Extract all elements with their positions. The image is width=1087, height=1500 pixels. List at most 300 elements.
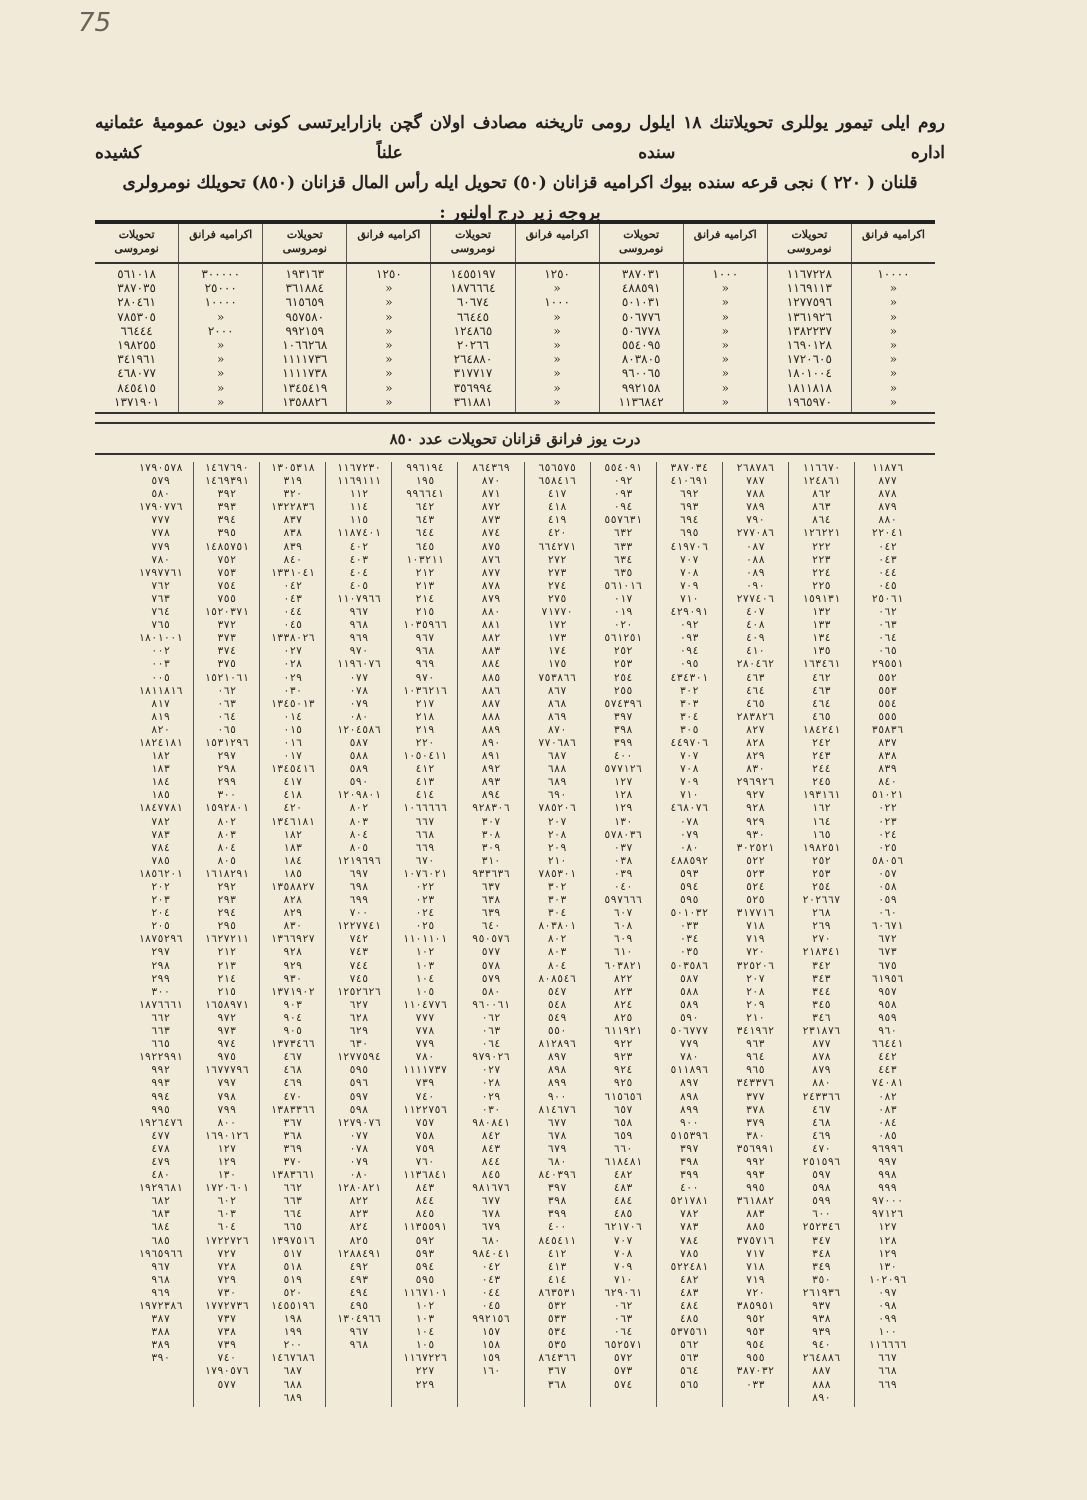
prize-table-cell: »: [721, 366, 729, 381]
number-grid-cell: ٧٨٥: [151, 854, 171, 867]
number-grid-cell: ١٢٧٩٠٧٦: [336, 1116, 381, 1129]
prize-table-cell: ٩٦٠٠٦٥: [621, 366, 661, 381]
number-grid-cell: ٠٨٠: [349, 1169, 369, 1182]
number-grid-cell: ٠٦٣: [481, 1025, 501, 1038]
number-grid-cell: ٤٨٣: [679, 1286, 699, 1299]
number-grid-cell: ٠٤٠: [613, 881, 633, 893]
number-grid-cell: ٧٤٥: [349, 972, 369, 985]
number-grid-cell: ٥٣٤: [547, 1326, 567, 1339]
number-grid-cell: ٦٩٤: [679, 514, 699, 527]
prize-table-cell: ٣٥٦٩٩٤: [453, 380, 493, 395]
number-grid-cell: ٤٨٢: [679, 1273, 699, 1286]
number-grid-cell: ٦٣٨: [481, 894, 501, 907]
number-grid-cell: ١٣٣٨٠٢٦: [270, 632, 315, 645]
prize-table-cell: ١٠٠٠٠: [204, 295, 237, 310]
number-grid-cell: ٤٦٤: [811, 697, 831, 710]
number-grid-cell: ٩٦٩: [151, 1286, 171, 1299]
number-grid-cell: ٨٢٣: [613, 985, 633, 998]
number-grid-cell: ٦٥٦٥٧٥: [538, 462, 577, 474]
number-grid-cell: ٤٨٢: [613, 1169, 633, 1182]
number-grid-cell: ١٢٨: [613, 789, 633, 802]
prize-table-cell: »: [721, 394, 729, 409]
number-grid-cell: ٨٤٠: [877, 776, 897, 789]
number-grid-cell: ٩٧٥: [217, 1051, 237, 1064]
prize-table-column-header: تحویلات نومروسی: [767, 224, 851, 262]
number-grid-cell: ٨٧٩: [811, 1064, 831, 1077]
number-grid-cell: ٤٤٣: [877, 1064, 897, 1077]
number-grid-cell: ٥١٠٢١: [871, 789, 904, 802]
number-grid-cell: ٥٣٥: [547, 1339, 567, 1352]
number-grid-cell: ٠٣٠: [481, 1103, 501, 1116]
number-grid-cell: ٦٢٧: [349, 998, 369, 1011]
number-grid-cell: ٤٧٩: [151, 1155, 171, 1168]
number-grid-cell: ٠٧٩: [679, 828, 699, 841]
number-grid-cell: ٣٠٣: [679, 697, 699, 710]
number-grid-cell: ٦٢٩: [349, 1025, 369, 1038]
number-grid-cell: ١٩٨٢٥١: [802, 841, 841, 854]
number-grid-cell: ٤١٠٦٩١: [670, 475, 709, 488]
number-grid-cell: ٥٩٤: [679, 881, 699, 893]
number-grid-cell: ٩٩٦٦٤١: [405, 488, 444, 501]
number-grid-cell: ٠٤٣: [481, 1273, 501, 1286]
number-grid-cell: ٥٦٤: [679, 1365, 699, 1378]
number-grid-cell: ١٦٥٨٩٧١: [204, 998, 249, 1011]
number-grid-cell: ٦٣٥: [613, 566, 633, 579]
number-grid-cell: ٤٩٤: [349, 1286, 369, 1299]
number-grid-cell: ٢٢٧: [415, 1365, 435, 1378]
number-grid-cell: ٩٣٠: [745, 828, 765, 841]
number-grid-cell: ١٢٧: [217, 1142, 237, 1155]
number-grid-cell: ١٠٣٥٩٦٦: [402, 619, 448, 632]
number-grid-cell: ٤٩٥: [349, 1300, 369, 1312]
prize-table-cell: ١١١١٧٣٦: [282, 352, 328, 367]
number-grid-cell: ٩٦٧: [415, 632, 435, 645]
number-grid-cell: ٩٩٥: [151, 1103, 171, 1116]
number-grid-cell: ١٦١٨٢٩١: [204, 867, 249, 880]
number-grid-cell: ١١٨٧٦: [871, 462, 904, 474]
number-grid-cell: ٦٧٠: [415, 854, 435, 867]
number-grid-cell: ٩٢٢: [613, 1038, 633, 1051]
number-grid-cell: ١١٦٧٢٣٠: [336, 462, 381, 474]
number-grid-cell: ٧٨٥: [679, 1247, 699, 1260]
number-grid-cell: ٥٨٨: [349, 750, 369, 763]
prize-table-column: [683, 264, 767, 412]
number-grid-cell: ٤١٠: [745, 645, 765, 658]
number-grid-cell: ٨٠٥: [349, 841, 369, 854]
number-grid-cell: ٩٧٠: [415, 671, 435, 684]
number-grid-cell: ٤٦٤: [745, 684, 765, 697]
number-grid-cell: ١٩٢٦٤٧٦: [138, 1116, 183, 1129]
number-grid-cell: ١٨١١٨١٦: [138, 684, 183, 697]
number-grid-cell: ٣٨٠: [745, 1129, 765, 1142]
number-grid-cell: ٢٩٢: [217, 881, 237, 893]
number-grid-cell: ٥٩٥: [349, 1064, 369, 1077]
number-grid-cell: ٨٢٧: [745, 723, 765, 736]
prize-table-cell: ٢٠٠٠: [207, 323, 234, 338]
number-grid-cell: ٠٩٤: [679, 645, 699, 658]
number-grid-cell: ٩٦٥: [745, 1064, 765, 1077]
number-grid-cell: ٢٤٤: [811, 763, 831, 776]
number-grid-cell: ١٣٣١٠٤١: [270, 566, 315, 579]
number-grid-cell: ٥٩٠: [349, 776, 369, 789]
number-grid-cell: ١٠٣: [415, 1313, 435, 1326]
number-grid-cell: ٨٠٣٨٠١: [538, 920, 577, 933]
number-grid-cell: ٨٤٢: [481, 1129, 501, 1142]
number-grid-cell: ٢٧٧٠٨٦: [736, 527, 775, 540]
number-grid-cell: ٢٧٥: [547, 592, 567, 605]
prize-table-column-header: تحویلات نومروسی: [599, 224, 683, 262]
number-grid-cell: ١٣٨٣٣٦٦: [270, 1103, 315, 1116]
number-grid-cell: ٨١٢٨٩٦: [538, 1038, 577, 1051]
number-grid-cell: ٨٩٠: [481, 736, 501, 749]
number-grid-cell: ٦٥٩: [613, 1129, 633, 1142]
number-grid-cell: ٩٣٣٦٣٦: [472, 867, 510, 880]
prize-table-cell: ٣٨٧٠٣١: [621, 267, 661, 281]
number-grid-cell: ٨٤٤: [415, 1195, 435, 1208]
number-grid-cell: ١٢٧٧٥٩٤: [336, 1051, 381, 1064]
number-grid-cell: ٦٠٦٧١: [871, 920, 904, 933]
number-grid-cell: ١٢٠٤٥٨٦: [336, 723, 381, 736]
number-grid-cell: ١٥٢١٠٦١: [204, 671, 249, 684]
prize-table-cell: »: [889, 295, 898, 310]
number-grid-cell: ٦٩٩: [349, 894, 369, 907]
number-grid-cell: ٩٥٢: [745, 1313, 765, 1326]
number-grid-cell: ٨٩٧: [679, 1077, 699, 1090]
number-grid-cell: ٨٠٤: [547, 959, 567, 972]
number-grid-cell: ١١٣٥٥٩١: [402, 1221, 448, 1234]
number-grid-cell: ٨٤٥: [415, 1208, 435, 1221]
number-grid-cell: ٥٣٢: [547, 1300, 567, 1312]
number-grid-cell: ٢٩٨: [217, 763, 237, 776]
number-grid-cell: ١٤٦٧٦٩٠: [204, 462, 249, 474]
prize-table-cell: »: [889, 309, 898, 324]
number-grid-cell: ١٠٢: [415, 946, 435, 959]
number-grid-cell: ٧٨٠: [151, 553, 171, 566]
number-grid-cell: ٧٦٢: [151, 579, 171, 592]
prize-table-cell: »: [385, 352, 393, 367]
number-grid-cell: ٦٧٧: [547, 1116, 567, 1129]
number-grid-cell: ١٧٢٠٦٠١: [204, 1182, 249, 1195]
number-grid-cell: ٣٩٩: [547, 1208, 567, 1221]
number-grid-cell: ١٢١٩٦٩٦: [336, 854, 381, 867]
number-grid-cell: ٨١٤٦٧٦: [538, 1103, 577, 1116]
number-grid-cell: ٢٩٧: [151, 946, 171, 959]
number-grid-cell: ٦٧٨: [481, 1208, 501, 1221]
prize-table-column: [346, 264, 430, 412]
number-grid-cell: ٢٣١٨٧٦: [802, 1025, 841, 1038]
number-grid-cell: ٨٨٧: [811, 1365, 831, 1378]
number-grid-cell: ٤١٣: [415, 776, 435, 789]
number-grid-cell: ٤٧٨: [151, 1142, 171, 1155]
number-grid-cell: ٠٢٤: [877, 828, 897, 841]
number-grid-cell: ٧١٠: [679, 592, 699, 605]
prize-table-cell: »: [721, 323, 729, 338]
number-grid-cell: ٣٠٩: [481, 841, 501, 854]
number-grid-cell: ٦٦٥: [151, 1038, 171, 1051]
number-grid-cell: ٢٤٣٣٦٦: [802, 1090, 841, 1103]
number-grid-cell: ٩٥٠٥٧٦: [472, 933, 510, 946]
number-grid-cell: ٤٠٠: [679, 1182, 699, 1195]
number-grid-cell: ٠٧٩: [349, 697, 369, 710]
number-grid-cell: ٨٦٧: [547, 684, 567, 697]
number-grid-cell: ٠٤٥: [877, 579, 897, 592]
number-grid-cell: ٥٧٨٠٣٦: [604, 828, 643, 841]
number-grid-cell: ٨٧٥: [481, 540, 501, 553]
number-grid-cell: ٨٤٠: [283, 553, 303, 566]
number-grid-cell: ٩٦٨: [151, 1273, 171, 1286]
number-grid-cell: ٤٦٢: [811, 671, 831, 684]
number-grid-cell: ٨٩٣: [481, 776, 501, 789]
number-grid-column: [325, 462, 391, 1407]
number-grid-cell: ٥٥٤: [877, 697, 897, 710]
number-grid-cell: ٨٨٨: [481, 710, 501, 723]
prize-table-cell: »: [721, 352, 729, 367]
number-grid-cell: ٩٩٤: [151, 1090, 171, 1103]
number-grid-cell: ٠٧٨: [349, 684, 369, 697]
number-grid-cell: ٦٤٠: [481, 920, 501, 933]
number-grid-cell: ٧٥٥: [217, 592, 237, 605]
number-grid-cell: ٧٥٤: [217, 579, 237, 592]
number-grid-cell: ٢٠٣: [151, 894, 171, 907]
number-grid-cell: ١٧٣: [547, 632, 567, 645]
number-grid-cell: ٤٣٤٣٠١: [670, 671, 709, 684]
prize-table-column-header: اکرامیه فرانق: [346, 224, 430, 262]
number-grid-column: [193, 462, 259, 1407]
prize-table-cell: ١٩٣١٦٣: [285, 267, 325, 281]
number-grid-cell: ٢٨٠٤٦٢: [736, 658, 775, 671]
number-grid-cell: ٤٠٤: [349, 566, 369, 579]
number-grid-cell: ٤٦٨: [811, 1116, 831, 1129]
number-grid-cell: ٧٧٧: [415, 1011, 435, 1024]
number-grid-cell: ٣٠٠: [151, 985, 171, 998]
number-grid-cell: ٧٦٤: [151, 606, 171, 619]
number-grid-cell: ٤٨٤: [679, 1300, 699, 1312]
number-grid-cell: ٠٠٥: [151, 671, 171, 684]
number-grid-cell: ٤٦٣: [745, 671, 765, 684]
number-grid-cell: ٩٩٧: [877, 1155, 897, 1168]
number-grid-cell: ٨٩٩: [547, 1077, 567, 1090]
number-grid-cell: ٣٩٩: [613, 736, 633, 749]
number-grid-cell: ٧٥٨: [415, 1129, 435, 1142]
number-grid-cell: ٦٧٢: [877, 933, 897, 946]
number-grid-cell: ٥٠٦٧٧٧: [670, 1025, 709, 1038]
number-grid-cell: ٧٢٨: [217, 1260, 237, 1273]
number-grid-cell: ٧٧٠٦٨٦: [538, 736, 577, 749]
page-header: [95, 108, 945, 228]
number-grid-cell: ٠١٤: [283, 710, 303, 723]
number-grid-cell: ١٠٥: [415, 985, 435, 998]
number-grid-cell: ١٠٤: [415, 1326, 435, 1339]
number-grid-cell: ٩٦٧: [151, 1260, 171, 1273]
number-grid-cell: ٥١١٨٩٦: [670, 1064, 709, 1077]
prize-table-cell: »: [385, 309, 393, 324]
number-grid-cell: ٧٨٣: [679, 1221, 699, 1234]
number-grid-cell: ١٥٩١٣١: [802, 592, 841, 605]
number-grid-cell: ٦٦٤٢٧١: [538, 540, 577, 553]
number-grid-cell: ٠٢٨: [481, 1077, 501, 1090]
number-grid-cell: ١٠٣٦٢١٦: [402, 684, 448, 697]
number-grid-cell: ٢٧٢: [547, 553, 567, 566]
number-grid-cell: ١٠٢٠٩٦: [868, 1273, 907, 1286]
number-grid-cell: ٦٩٧: [349, 867, 369, 880]
prize-table-cell: ٨٠٣٨٠٥: [621, 352, 661, 367]
number-grid-cell: ١٢٦٢٢١: [802, 527, 841, 540]
number-grid-cell: ٥٣٧٥٦١: [670, 1326, 709, 1339]
number-grid-cell: ٨٦٣: [811, 501, 831, 514]
number-grid-cell: ٠٦٢: [877, 606, 897, 619]
number-grid-cell: ٣٥٦٩٩١: [736, 1142, 775, 1155]
number-grid-cell: ٥٩٣: [415, 1247, 435, 1260]
number-grid-cell: ١٣٥: [811, 645, 831, 658]
number-grid-cell: ٢٥٤: [613, 671, 633, 684]
number-grid-cell: ٣٧٨: [745, 1103, 765, 1116]
number-grid-cell: ٨٠٢: [349, 802, 369, 815]
number-grid-cell: ٥٦٣: [679, 1352, 699, 1365]
number-grid-cell: ٧٥٧: [415, 1116, 435, 1129]
number-grid-cell: ٠٤٤: [481, 1286, 501, 1299]
number-grid-cell: ٨٨١: [481, 619, 501, 632]
number-grid-cell: ١٨٢٤١٨١: [138, 736, 183, 749]
prize-table-cell: ١٢٧٧٥٩٦: [786, 295, 832, 310]
number-grid-cell: ٠١٧: [613, 592, 633, 605]
prize-table-cell: ١١٦٩١١٣: [786, 281, 832, 296]
number-grid-cell: ٧٠٧: [613, 1234, 633, 1247]
number-grid-cell: ٢٩٩: [217, 776, 237, 789]
number-grid-cell: ٧٣٩: [415, 1077, 435, 1090]
prize-table-cell: »: [553, 309, 561, 324]
number-grid-cell: ٧٨٩: [745, 501, 765, 514]
number-grid-cell: ١٦٢: [811, 802, 831, 815]
number-grid-cell: ١٢٨٠٨٢١: [336, 1182, 381, 1195]
number-grid-cell: ٤٠٣: [349, 553, 369, 566]
number-grid-cell: ٧٨٥٢٠٦: [538, 802, 577, 815]
number-grid-cell: ٦٦٢: [283, 1182, 303, 1195]
prize-table-cell: »: [217, 366, 225, 381]
number-grid-cell: ٧٣٠: [217, 1286, 237, 1299]
number-grid-cell: ٢٠٨: [745, 985, 765, 998]
number-grid-cell: ٠٢٣: [877, 815, 897, 828]
number-grid-cell: ١٣٤٦١٨١: [270, 815, 315, 828]
number-grid-cell: ٨٢٥: [349, 1234, 369, 1247]
number-grid-cell: ٦٦٥: [283, 1221, 303, 1234]
number-grid-column: [128, 462, 193, 1407]
number-grid-cell: ٥١٨: [283, 1260, 303, 1273]
prize-table-cell: ١٠٠٠: [712, 267, 739, 281]
number-grid-cell: ٥١٥٣٩٦: [670, 1129, 709, 1142]
number-grid-cell: ٥٩٢: [415, 1234, 435, 1247]
number-grid-cell: ٩٢٧: [745, 789, 765, 802]
number-grid-cell: ٢٩٨: [151, 959, 171, 972]
number-grid-cell: ٣٦٧: [283, 1116, 303, 1129]
number-grid-cell: ٧١٨: [745, 1260, 765, 1273]
number-grid-cell: ١٢٩: [217, 1155, 237, 1168]
number-grid-cell: ٨٠٤: [217, 841, 237, 854]
number-grid-cell: ٣٠٣: [547, 894, 567, 907]
number-grid-cell: ٠٠٢: [151, 645, 171, 658]
number-grid-cell: ٦٩٢: [679, 488, 699, 501]
prize-table-cell: »: [385, 394, 393, 409]
number-grid-cell: ٢٥٢٣٤٦: [802, 1221, 841, 1234]
number-grid-cell: ٦٩٠: [547, 789, 567, 802]
number-grid-cell: ٤٨٣: [613, 1182, 633, 1195]
number-grid-cell: ٧٣٨: [217, 1326, 237, 1339]
number-grid-cell: ٦٥٨: [613, 1116, 633, 1129]
prize-table-column-header: تحویلات نومروسی: [262, 224, 346, 262]
number-grid-cell: ٦٨٥: [151, 1234, 171, 1247]
number-grid-cell: ٥٩٥: [679, 894, 699, 907]
number-grid-cell: ٦١٩٥٦: [871, 972, 904, 985]
number-grid-cell: ١٨٢: [283, 828, 303, 841]
number-grid-cell: ٧٠٧: [679, 553, 699, 566]
number-grid-cell: ١١٦٦٧٠: [802, 462, 841, 474]
number-grid-cell: ٨٤٥: [481, 1169, 501, 1182]
number-grid-cell: ٣٤٦: [811, 1011, 831, 1024]
number-grid-cell: ٨٢٠: [151, 723, 171, 736]
number-grid-cell: ٢٦٨٧٨٦: [736, 462, 775, 474]
number-grid-cell: ١٥٢٠٣٧١: [204, 606, 249, 619]
number-grid-cell: ٩٢٤: [613, 1064, 633, 1077]
number-grid-cell: ٧٨٥٣٠١: [538, 867, 577, 880]
number-grid-cell: ٨٦٤٣٦٦: [538, 1352, 577, 1365]
number-grid-cell: ٥٢٠: [283, 1286, 303, 1299]
number-grid-cell: ١٣٤٥٠١٣: [270, 697, 315, 710]
number-grid-cell: ٢٢٢: [811, 540, 831, 553]
number-grid-cell: ٥٥٤٠٩١: [604, 462, 643, 474]
number-grid-cell: ٨٦٩: [547, 710, 567, 723]
number-grid-cell: ٠٥٧: [877, 867, 897, 880]
prize-table-cell: »: [553, 366, 561, 381]
number-grid-cell: ٨٨٤: [481, 658, 501, 671]
number-grid-cell: ٢١٨: [415, 710, 435, 723]
number-grid-cell: ٩٧٢: [217, 1011, 237, 1024]
number-grid-column: [590, 462, 656, 1407]
number-grid-cell: ٦٣٠: [349, 1038, 369, 1051]
number-grid-cell: ٢٠٠: [283, 1339, 303, 1352]
number-grid-column: [391, 462, 457, 1407]
number-grid-cell: ٠٤٢: [877, 540, 897, 553]
number-grid-cell: ١٨٧٥٢٩٦: [138, 933, 183, 946]
number-grid-cell: ١٩٦٥٩٦٦: [138, 1247, 183, 1260]
number-grid-cell: ٦٦٣: [283, 1195, 303, 1208]
number-grid-cell: ٠٨٨: [745, 553, 765, 566]
prize-table-cell: ١٨١١٨١٨: [786, 380, 832, 395]
number-grid-cell: ١١٩٦٠٧٦: [336, 658, 381, 671]
number-grid-cell: ٢١٠: [745, 1011, 765, 1024]
number-grid-cell: ٢١٣: [415, 579, 435, 592]
number-grid-cell: ٠٨٩: [745, 566, 765, 579]
prize-table-column: [767, 264, 851, 412]
page-number: 75: [78, 8, 112, 38]
number-grid-cell: ٢٥٣: [811, 867, 831, 880]
number-grid-cell: ٩٣٧: [811, 1300, 831, 1312]
number-grid-cell: ٠٢٧: [481, 1064, 501, 1077]
number-grid-cell: ٨٢٢: [613, 972, 633, 985]
number-grid-cell: ٣٨٥٩٥١: [736, 1300, 775, 1312]
number-grid-cell: ٠٨٢: [877, 1090, 897, 1103]
number-grid-cell: ٤٢٩٠٩١: [670, 606, 709, 619]
number-grid-cell: ١١٨٧٤٠١: [336, 527, 381, 540]
number-grid-cell: ٣٨٨: [151, 1326, 171, 1339]
number-grid-cell: ٧١٩: [745, 1273, 765, 1286]
number-grid-cell: ٠٣٨: [613, 854, 633, 867]
prize-table-cell: ٣١٧٧١٧: [453, 366, 493, 381]
number-grid-cell: ٣٧٣: [217, 632, 237, 645]
number-grid-cell: ٤١٤: [547, 1273, 567, 1286]
number-grid-cell: ٤١٧: [283, 776, 303, 789]
prize-table-column-header: تحویلات نومروسی: [114, 228, 159, 255]
prize-table-cell: »: [553, 352, 561, 367]
number-grid-cell: ٣٦١٨٨٢: [736, 1195, 775, 1208]
